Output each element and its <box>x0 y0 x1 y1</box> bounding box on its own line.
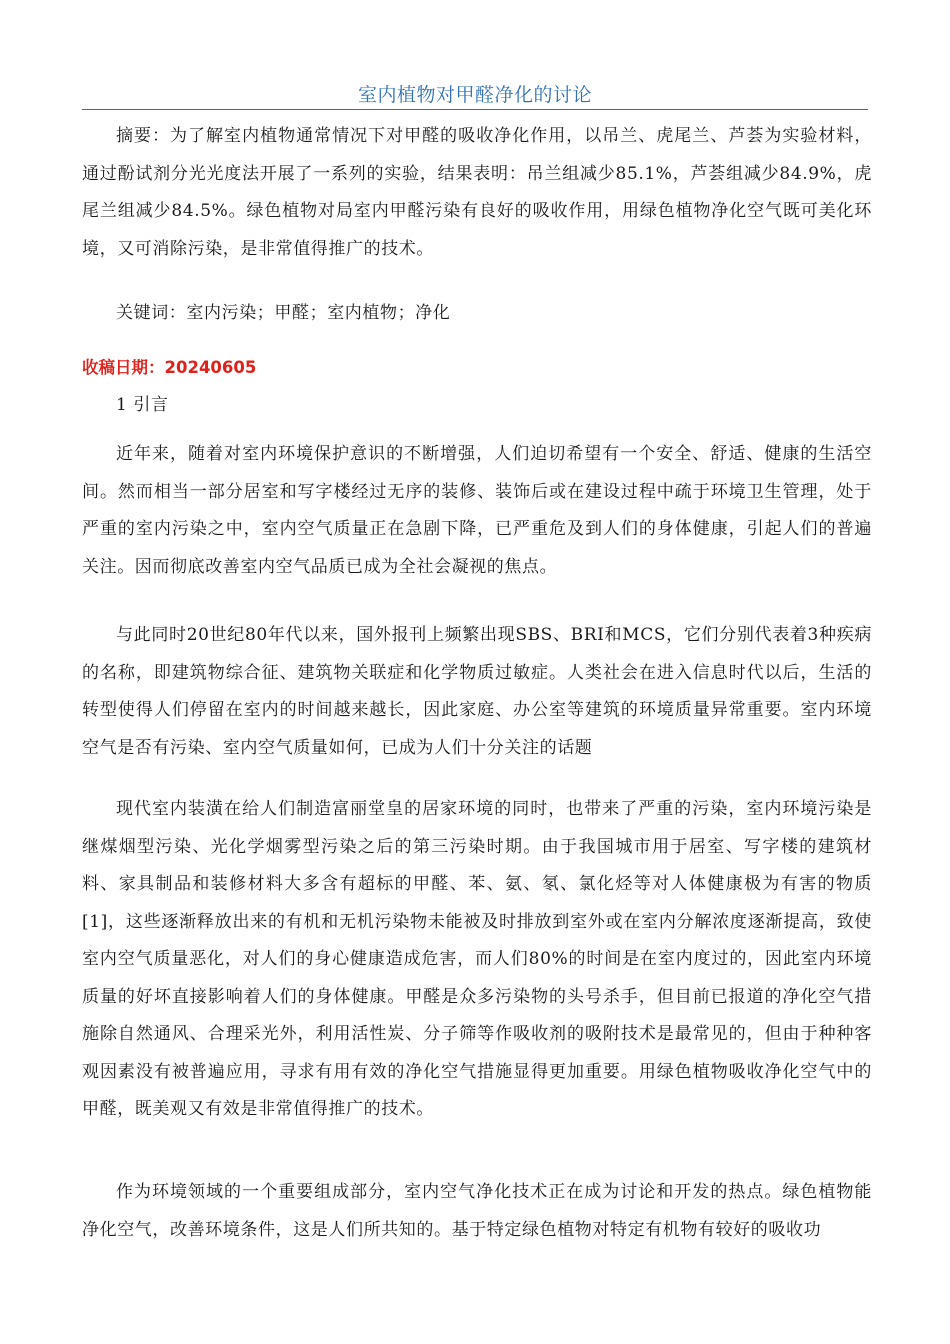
body-paragraph: 近年来，随着对室内环境保护意识的不断增强，人们迫切希望有一个安全、舒适、健康的生活空间。然而相当一部分居室和写字楼经过无序的装修、装饰后或在建设过程中疏于环境卫生管理，处于严重的室内污染之中，室内空气质量正在急剧下降，已严重危及到人们的身体健康，引起人们的普遍关注。因而彻底改善室内空气品质已成为全社会凝视的焦点。 <box>82 444 872 577</box>
abstract: 摘要：为了解室内植物通常情况下对甲醛的吸收净化作用，以吊兰、虎尾兰、芦荟为实验材料，通过酚试剂分光光度法开展了一系列的实验，结果表明：吊兰组减少85.1%，芦荟组减少84.9%，虎尾兰组减少84.5%。绿色植物对局室内甲醛污染有良好的吸收作用，用绿色植物净化空气既可美化环境，又可消除污染，是非常值得推广的技术。 <box>82 126 872 259</box>
keywords: 关键词：室内污染；甲醛；室内植物；净化 <box>116 303 451 323</box>
section-heading-introduction: 1 引言 <box>116 395 169 415</box>
body-paragraph: 作为环境领域的一个重要组成部分，室内空气净化技术正在成为讨论和开发的热点。绿色植物能净化空气，改善环境条件，这是人们所共知的。基于特定绿色植物对特定有机物有较好的吸收功 <box>82 1182 872 1240</box>
received-date: 收稿日期：20240605 <box>82 358 257 377</box>
body-paragraph: 与此同时20世纪80年代以来，国外报刊上频繁出现SBS、BRI和MCS，它们分别代表着3种疾病的名称，即建筑物综合征、建筑物关联症和化学物质过敏症。人类社会在进入信息时代以后，生活的转型使得人们停留在室内的时间越来越长，因此家庭、办公室等建筑的环境质量异常重要。室内环境空气是否有污染、室内空气质量如何，已成为人们十分关注的话题 <box>82 625 872 758</box>
paper-title: 室内植物对甲醛净化的讨论 <box>357 84 592 106</box>
title-underline <box>82 109 868 110</box>
body-paragraph: 现代室内装潢在给人们制造富丽堂皇的居家环境的同时，也带来了严重的污染，室内环境污染是继煤烟型污染、光化学烟雾型污染之后的第三污染时期。由于我国城市用于居室、写字楼的建筑材料、家具制品和装修材料大多含有超标的甲醛、苯、氨、氡、氯化烃等对人体健康极为有害的物质[1]，这些逐渐释放出来的有机和无机污染物未能被及时排放到室外或在室内分解浓度逐渐提高，致使室内空气质量恶化，对人们的身心健康造成危害，而人们80%的时间是在室内度过的，因此室内环境质量的好坏直接影响着人们的身体健康。甲醛是众多污染物的头号杀手，但目前已报道的净化空气措施除自然通风、合理采光外，利用活性炭、分子筛等作吸收剂的吸附技术是最常见的，但由于种种客观因素没有被普遍应用，寻求有用有效的净化空气措施显得更加重要。用绿色植物吸收净化空气中的甲醛，既美观又有效是非常值得推广的技术。 <box>82 799 872 1119</box>
